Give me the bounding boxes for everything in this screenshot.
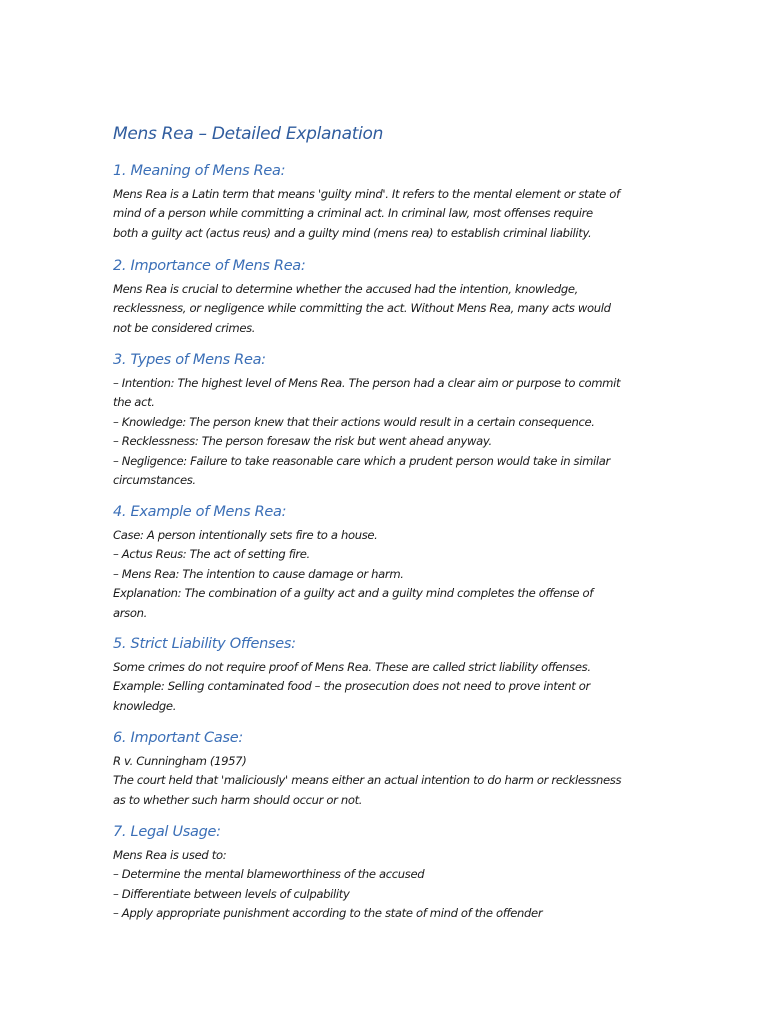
- section-heading: 2. Importance of Mens Rea:: [113, 258, 306, 274]
- body-line: the act.: [113, 395, 155, 410]
- section-body: [113, 752, 658, 810]
- body-line: R v. Cunningham (1957): [113, 754, 247, 768]
- body-line: Some crimes do not require proof of Mens Rea. These are called strict liability offenses.: [113, 660, 591, 674]
- body-line: circumstances.: [113, 473, 196, 488]
- body-line: – Recklessness: The person foresaw the risk but went ahead anyway.: [113, 434, 492, 449]
- section-legal-usage: [113, 821, 658, 924]
- body-line: knowledge.: [113, 698, 177, 713]
- body-line: as to whether such harm should occur or not.: [113, 792, 363, 807]
- section-meaning: [113, 160, 658, 243]
- section-body: [113, 846, 658, 924]
- section-heading: 3. Types of Mens Rea:: [113, 352, 266, 368]
- section-body: [113, 526, 658, 623]
- body-line: recklessness, or negligence while committing the act. Without Mens Rea, many acts would: [113, 301, 611, 316]
- section-example: [113, 501, 658, 623]
- body-line: Explanation: The combination of a guilty act and a guilty mind completes the offense of: [113, 586, 594, 601]
- body-line: – Negligence: Failure to take reasonable care which a prudent person would take in similar: [113, 453, 610, 468]
- body-line: – Knowledge: The person knew that their actions would result in a certain consequence.: [113, 414, 595, 429]
- section-heading: 6. Important Case:: [113, 730, 243, 746]
- section-important-case: [113, 727, 658, 810]
- body-line: Mens Rea is a Latin term that means 'guilty mind'. It refers to the mental element or state of: [113, 187, 620, 201]
- document-title: Mens Rea – Detailed Explanation: [113, 124, 384, 144]
- section-heading: 7. Legal Usage:: [113, 824, 221, 840]
- section-body: [113, 280, 658, 338]
- section-body: [113, 185, 658, 243]
- section-strict-liability: [113, 633, 658, 716]
- body-line: – Differentiate between levels of culpability: [113, 886, 350, 901]
- section-body: [113, 658, 658, 716]
- section-heading: 5. Strict Liability Offenses:: [113, 636, 296, 652]
- section-heading: 4. Example of Mens Rea:: [113, 504, 287, 520]
- body-line: mind of a person while committing a criminal act. In criminal law, most offenses require: [113, 206, 593, 221]
- body-line: The court held that 'maliciously' means either an actual intention to do harm or recklessness: [113, 773, 622, 788]
- body-line: both a guilty act (actus reus) and a guilty mind (mens rea) to establish criminal liability.: [113, 225, 592, 240]
- body-line: – Actus Reus: The act of setting fire.: [113, 547, 310, 562]
- body-line: arson.: [113, 605, 147, 620]
- section-heading: 1. Meaning of Mens Rea:: [113, 163, 286, 179]
- section-importance: [113, 255, 658, 338]
- section-body: [113, 374, 658, 490]
- body-line: Mens Rea is crucial to determine whether the accused had the intention, knowledge,: [113, 282, 578, 296]
- section-types: [113, 349, 658, 490]
- body-line: Example: Selling contaminated food – the prosecution does not need to prove intent or: [113, 679, 590, 694]
- body-line: Case: A person intentionally sets fire to a house.: [113, 528, 378, 542]
- body-line: – Apply appropriate punishment according to the state of mind of the offender: [113, 906, 543, 921]
- body-line: – Determine the mental blameworthiness of the accused: [113, 867, 425, 882]
- body-line: not be considered crimes.: [113, 320, 256, 335]
- body-line: – Intention: The highest level of Mens Rea. The person had a clear aim or purpose to commit: [113, 376, 621, 390]
- body-line: Mens Rea is used to:: [113, 848, 227, 862]
- body-line: – Mens Rea: The intention to cause damage or harm.: [113, 566, 404, 581]
